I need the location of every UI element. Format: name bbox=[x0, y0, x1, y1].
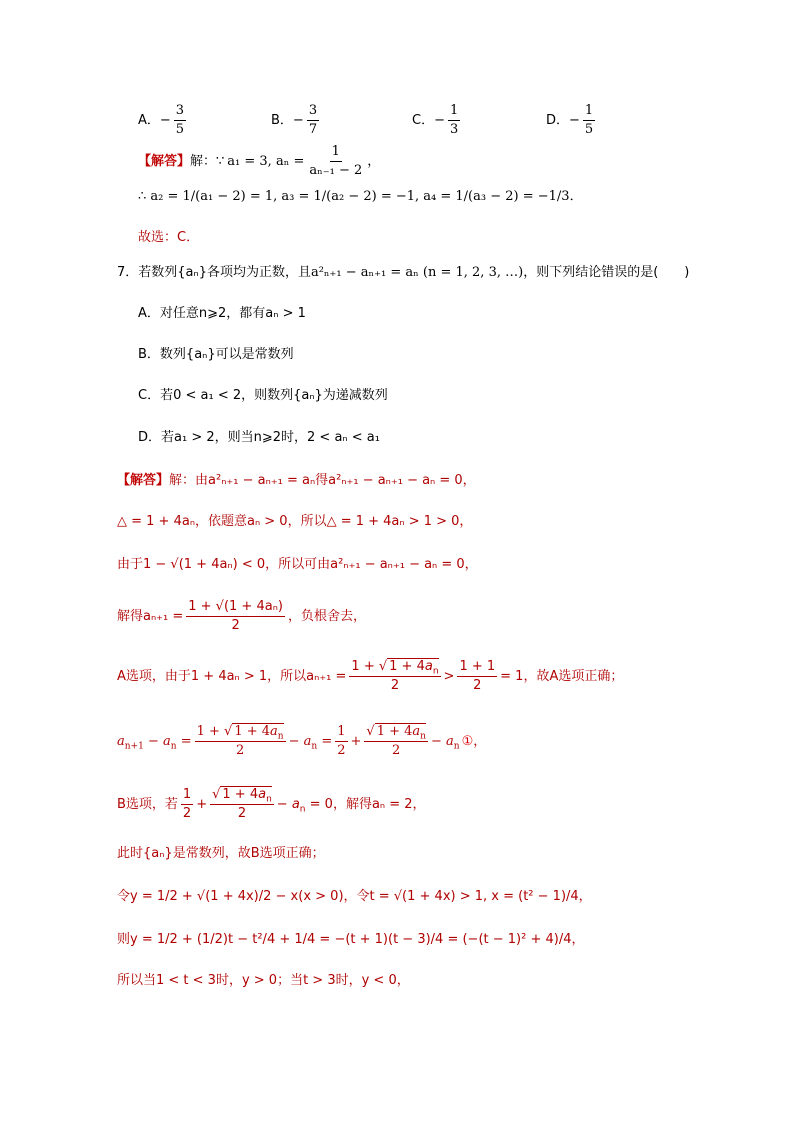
fraction: $\frac{1}{2}$ bbox=[337, 724, 346, 759]
answer-tag: 【解答】 bbox=[138, 154, 191, 170]
q7-stem: 7．若数列{aₙ}各项均为正数，且 a²ₙ₊₁ − aₙ₊₁ = aₙ (n = 1, 2, 3, …) ，则下列结论错误的是( ) bbox=[117, 265, 690, 280]
fraction: 1 2 bbox=[182, 787, 192, 822]
q6-option-d: D．− $\frac{1}{5}$ bbox=[546, 103, 594, 138]
sol-line-3: 由于1 − √(1 + 4aₙ) < 0，所以可由a²ₙ₊₁ − aₙ₊₁ − aₙ = 0， bbox=[117, 557, 478, 572]
sol-line-11: 所以当1 < t < 3时，y > 0；当t > 3时，y < 0， bbox=[117, 973, 410, 988]
q6-answer-line-1: 【解答】 解：∵ a₁ = 3, aₙ = $\frac{1}{\text{aₙ₋₁ − 2}}$ ， bbox=[138, 144, 381, 179]
q6-options-row bbox=[138, 104, 598, 138]
sol-line-10: 则y = 1/2 + (1/2)t − t²/4 + 1/4 = −(t + 1)(t − 3)/4 = (−(t − 1)² + 4)/4， bbox=[117, 932, 585, 947]
fraction: $\frac{1 + √ 1 + 4a_n}{2}$ bbox=[196, 724, 284, 759]
fraction: $\frac{\text{1 + √(1 + 4aₙ)}}{2}$ bbox=[188, 599, 283, 634]
q6-option-a: A．− $\frac{3}{5}$ bbox=[138, 103, 185, 138]
q7-option-d: D．若a₁ > 2，则当n⩾2时，2 < aₙ < a₁ bbox=[138, 430, 380, 445]
sol-line-9: 令y = 1/2 + √(1 + 4x)/2 − x(x > 0)，令t = √(1 + 4x) > 1, x = (t² − 1)/4， bbox=[117, 889, 592, 904]
fraction: $\frac{1 + √ 1 + 4a_n}{2}$ bbox=[351, 659, 439, 694]
sol-line-8: 此时{aₙ}是常数列，故B选项正确； bbox=[117, 846, 325, 861]
fraction: $\frac{√ 1 + 4a_n}{2}$ bbox=[212, 787, 272, 822]
sol-line-5: A选项，由于1 + 4aₙ > 1，所以aₙ₊₁ = $\frac{1 + √ 1 + 4a_n}{2}$ > $\frac{1 + 1}{2}$ = 1 ，故A选项正确； bbox=[117, 659, 624, 694]
q6-option-c: C．− $\frac{1}{3}$ bbox=[412, 103, 459, 138]
answer-tag: 【解答】 bbox=[117, 473, 170, 488]
q7-option-a: A．对任意n⩾2，都有aₙ > 1 bbox=[138, 306, 306, 321]
circle-marker: ① bbox=[461, 734, 474, 750]
q6-choose: 故选：C． bbox=[138, 230, 200, 245]
sol-line-6: $a_{n+1} - a_n$ = $\frac{1 + √ 1 + 4a_n}{2}$ − $a_n$ = $\frac{1}{2}$ + $\frac{√ 1 + 4a_n}{2}$ − $a_n$ ① ， bbox=[117, 724, 487, 759]
fraction: $\frac{1}{\text{aₙ₋₁ − 2}}$ bbox=[309, 144, 363, 179]
q7-option-b: B．数列{aₙ}可以是常数列 bbox=[138, 347, 294, 362]
fraction: $\frac{1 + 1}{2}$ bbox=[459, 659, 496, 694]
q7-option-c: C．若0 < a₁ < 2，则数列{aₙ}为递减数列 bbox=[138, 388, 388, 403]
sol-line-1: 【解答】 解：由a²ₙ₊₁ − aₙ₊₁ = aₙ得a²ₙ₊₁ − aₙ₊₁ − aₙ = 0， bbox=[117, 473, 476, 488]
sol-line-4: 解得aₙ₊₁ = $\frac{\text{1 + √(1 + 4aₙ)}}{2}$ ，负根舍去， bbox=[117, 599, 366, 634]
sol-line-2: △ = 1 + 4aₙ，依题意aₙ > 0，所以△ = 1 + 4aₙ > 1 > 0， bbox=[117, 514, 473, 529]
fraction: $\frac{√ 1 + 4a_n}{2}$ bbox=[366, 724, 426, 759]
sol-line-7: B选项，若 1 2 + $\frac{√ 1 + 4a_n}{2}$ − $a_n = 0$ ，解得aₙ = 2， bbox=[117, 787, 426, 822]
q6-answer-line-2: ∴ a₂ = 1/(a₁ − 2) = 1, a₃ = 1/(a₂ − 2) = −1, a₄ = 1/(a₃ − 2) = −1/3． bbox=[138, 189, 583, 204]
q6-option-b: B．− $\frac{3}{7}$ bbox=[271, 103, 318, 138]
